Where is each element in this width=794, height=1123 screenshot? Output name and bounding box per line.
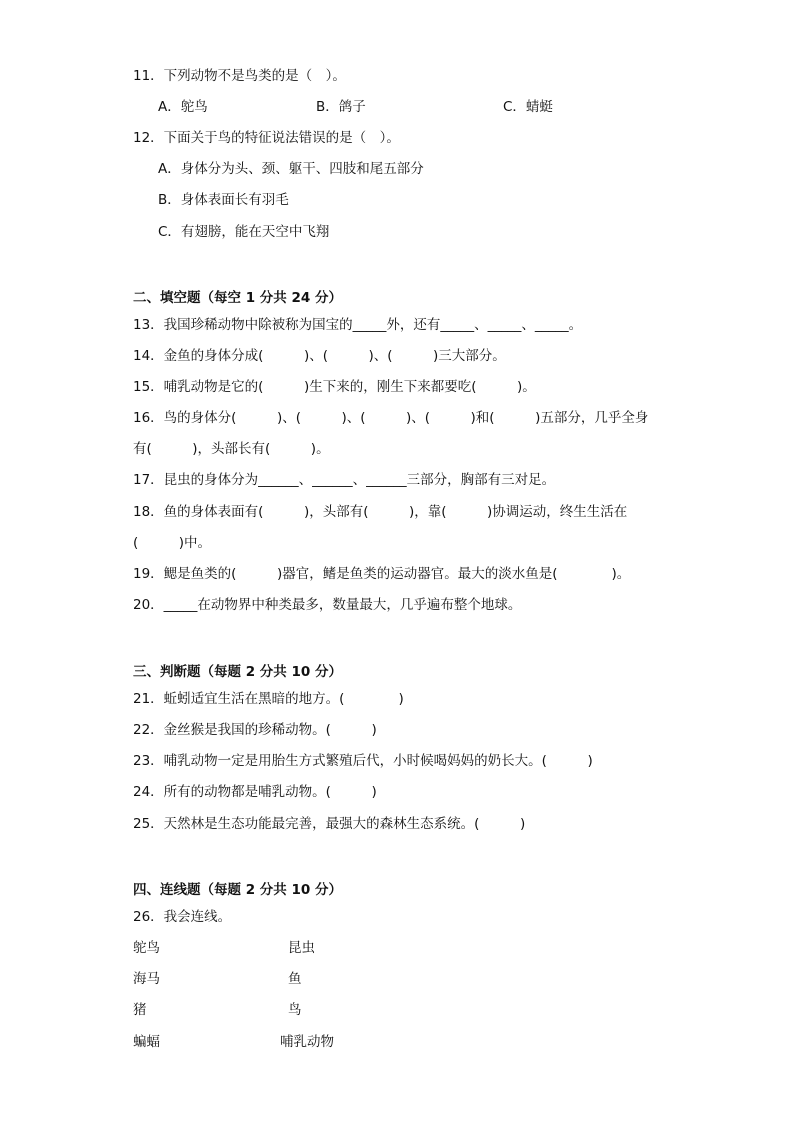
question-25: 25．天然林是生态功能最完善，最强大的森林生态系统。( ) bbox=[133, 816, 526, 832]
section-3-heading: 三、判断题（每题 2 分共 10 分） bbox=[133, 664, 342, 680]
q11-option-a: A．鸵鸟 bbox=[158, 99, 208, 115]
question-11: 11．下列动物不是鸟类的是（ ）。 bbox=[133, 68, 346, 84]
question-20: 20．_____在动物界中种类最多，数量最大，几乎遍布整个地球。 bbox=[133, 597, 522, 613]
match-right-1: 昆虫 bbox=[288, 940, 315, 956]
question-22: 22．金丝猴是我国的珍稀动物。( ) bbox=[133, 722, 377, 738]
match-left-3: 猪 bbox=[133, 1002, 147, 1018]
q12-option-a: A．身体分为头、颈、躯干、四肢和尾五部分 bbox=[158, 161, 424, 177]
question-17: 17．昆虫的身体分为______、______、______三部分，胸部有三对足。 bbox=[133, 472, 556, 488]
q11-option-b: B．鸽子 bbox=[316, 99, 366, 115]
question-18: 18．鱼的身体表面有( )，头部有( )，靠( )协调运动，终生生活在 bbox=[133, 504, 628, 520]
question-19: 19．鳃是鱼类的( )器官，鳍是鱼类的运动器官。最大的淡水鱼是( )。 bbox=[133, 566, 631, 582]
question-16-cont: 有( )，头部长有( )。 bbox=[133, 441, 330, 457]
question-12: 12．下面关于鸟的特征说法错误的是（ ）。 bbox=[133, 130, 400, 146]
q11-option-c: C．蜻蜓 bbox=[503, 99, 553, 115]
question-16: 16．鸟的身体分( )、( )、( )、( )和( )五部分，几乎全身 bbox=[133, 410, 649, 426]
match-left-4: 蝙蝠 bbox=[133, 1034, 160, 1050]
match-right-4: 哺乳动物 bbox=[280, 1034, 334, 1050]
question-21: 21．蚯蚓适宜生活在黑暗的地方。( ) bbox=[133, 691, 404, 707]
section-2-heading: 二、填空题（每空 1 分共 24 分） bbox=[133, 290, 342, 306]
q12-option-b: B．身体表面长有羽毛 bbox=[158, 192, 289, 208]
match-right-2: 鱼 bbox=[288, 971, 302, 987]
question-18-cont: ( )中。 bbox=[133, 535, 212, 551]
question-13: 13．我国珍稀动物中除被称为国宝的_____外，还有_____、_____、_____。 bbox=[133, 317, 583, 333]
question-26: 26．我会连线。 bbox=[133, 909, 232, 925]
q12-option-c: C．有翅膀，能在天空中飞翔 bbox=[158, 224, 330, 240]
match-left-2: 海马 bbox=[133, 971, 160, 987]
question-24: 24．所有的动物都是哺乳动物。( ) bbox=[133, 784, 377, 800]
question-23: 23．哺乳动物一定是用胎生方式繁殖后代，小时候喝妈妈的奶长大。( ) bbox=[133, 753, 593, 769]
section-4-heading: 四、连线题（每题 2 分共 10 分） bbox=[133, 882, 342, 898]
question-14: 14．金鱼的身体分成( )、( )、( )三大部分。 bbox=[133, 348, 506, 364]
question-15: 15．哺乳动物是它的( )生下来的，刚生下来都要吃( )。 bbox=[133, 379, 536, 395]
match-left-1: 鸵鸟 bbox=[133, 940, 160, 956]
match-right-3: 鸟 bbox=[288, 1002, 302, 1018]
